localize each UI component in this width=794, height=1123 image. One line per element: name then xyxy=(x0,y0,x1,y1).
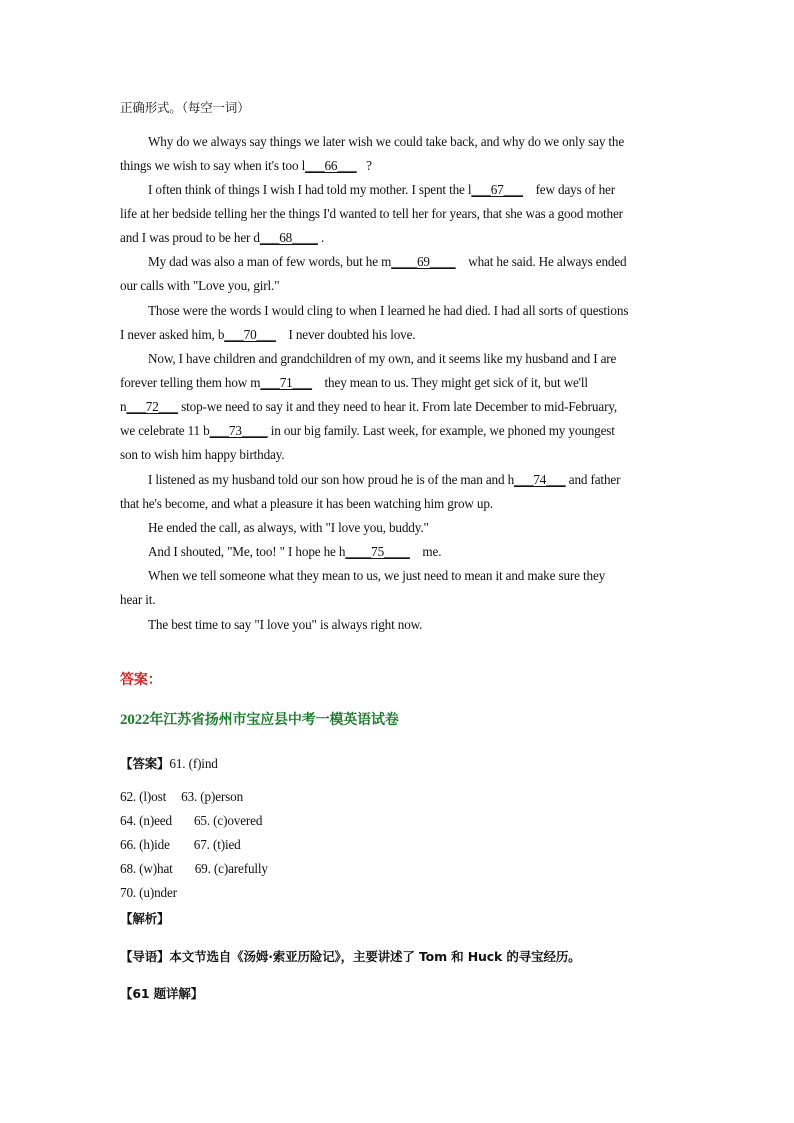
passage-line: When we tell someone what they mean to us, we just need to mean it and make sure they xyxy=(148,568,606,583)
answer-line xyxy=(120,813,262,829)
passage-line: My dad was also a man of few words, but he m____69____ what he said. He always ended xyxy=(148,254,627,269)
passage-line: our calls with "Love you, girl." xyxy=(120,278,280,293)
answer-label: 【答案】 xyxy=(120,756,170,771)
passage-line: The best time to say "I love you" is always right now. xyxy=(148,617,423,632)
blank-66: ___66___ xyxy=(305,158,357,173)
exam-year: 2022 xyxy=(120,712,150,728)
blank-73: ___73____ xyxy=(209,423,268,438)
blank-75: ____75____ xyxy=(345,544,410,559)
passage-line: I never asked him, b___70___ I never doubted his love. xyxy=(120,327,416,342)
passage-line: forever telling them how m___71___ they mean to us. They might get sick of it, but we'll xyxy=(120,375,588,390)
answer-line xyxy=(120,885,177,901)
passage-line: Now, I have children and grandchildren of my own, and it seems like my husband and I are xyxy=(148,351,617,366)
passage-line: things we wish to say when it's too l___66___ ? xyxy=(120,158,372,173)
answer-line xyxy=(120,837,241,853)
answer-line xyxy=(120,756,218,772)
passage-line: hear it. xyxy=(120,592,156,607)
passage-line: that he's become, and what a pleasure it has been watching him grow up. xyxy=(120,496,493,511)
answer-70: 70. (u)nder xyxy=(120,885,177,900)
blank-74: ___74___ xyxy=(514,472,566,487)
passage-line: I listened as my husband told our son how proud he is of the man and h___74___ and father xyxy=(148,472,621,487)
exam-title: 2022年江苏省扬州市宝应县中考一模英语试卷 xyxy=(120,712,399,728)
answer-61: 61. (f)ind xyxy=(169,756,218,771)
blank-69: ____69____ xyxy=(391,254,456,269)
answer-68: 68. (w)hat xyxy=(120,861,173,876)
answer-67: 67. (t)ied xyxy=(193,837,241,852)
passage-line: we celebrate 11 b___73____ in our big family. Last week, for example, we phoned my youngest xyxy=(120,423,615,438)
answer-63: 63. (p)erson xyxy=(181,789,244,804)
passage-line: Why do we always say things we later wish we could take back, and why do we only say the xyxy=(148,134,625,149)
answer-64: 64. (n)eed xyxy=(120,813,172,828)
passage-line: Those were the words I would cling to when I learned he had died. I had all sorts of questions xyxy=(148,303,629,318)
passage-line: and I was proud to be her d___68____ . xyxy=(120,230,325,245)
answer-69: 69. (c)arefully xyxy=(194,861,268,876)
passage-line: I often think of things I wish I had told my mother. I spent the l___67___ few days of her xyxy=(148,182,615,197)
instruction-text: 正确形式。（每空一词） xyxy=(120,100,250,115)
blank-71: ___71___ xyxy=(260,375,312,390)
blank-68: ___68____ xyxy=(259,230,318,245)
answer-line xyxy=(120,861,268,877)
guide-text: 【导语】本文节选自《汤姆·索亚历险记》，主要讲述了 Tom 和 Huck 的寻宝经历。 xyxy=(120,949,581,964)
blank-67: ___67___ xyxy=(471,182,523,197)
answer-62: 62. (l)ost xyxy=(120,789,167,804)
passage-line: He ended the call, as always, with "I love you, buddy." xyxy=(148,520,429,535)
detail-61-heading: 【61 题详解】 xyxy=(120,986,204,1001)
blank-70: ___70___ xyxy=(224,327,276,342)
passage-line: And I shouted, "Me, too! " I hope he h____75____ me. xyxy=(148,544,442,559)
answer-heading: 答案： xyxy=(120,672,162,688)
answer-line xyxy=(120,789,243,805)
passage-line: son to wish him happy birthday. xyxy=(120,447,285,462)
answer-66: 66. (h)ide xyxy=(120,837,170,852)
passage-line: life at her bedside telling her the things I'd wanted to tell her for years, that she was a good mother xyxy=(120,206,623,221)
answer-65: 65. (c)overed xyxy=(193,813,263,828)
blank-72: ___72___ xyxy=(126,399,179,414)
analysis-label: 【解析】 xyxy=(120,911,170,926)
passage-line: n___72___ stop-we need to say it and they need to hear it. From late December to mid-February, xyxy=(120,399,618,414)
